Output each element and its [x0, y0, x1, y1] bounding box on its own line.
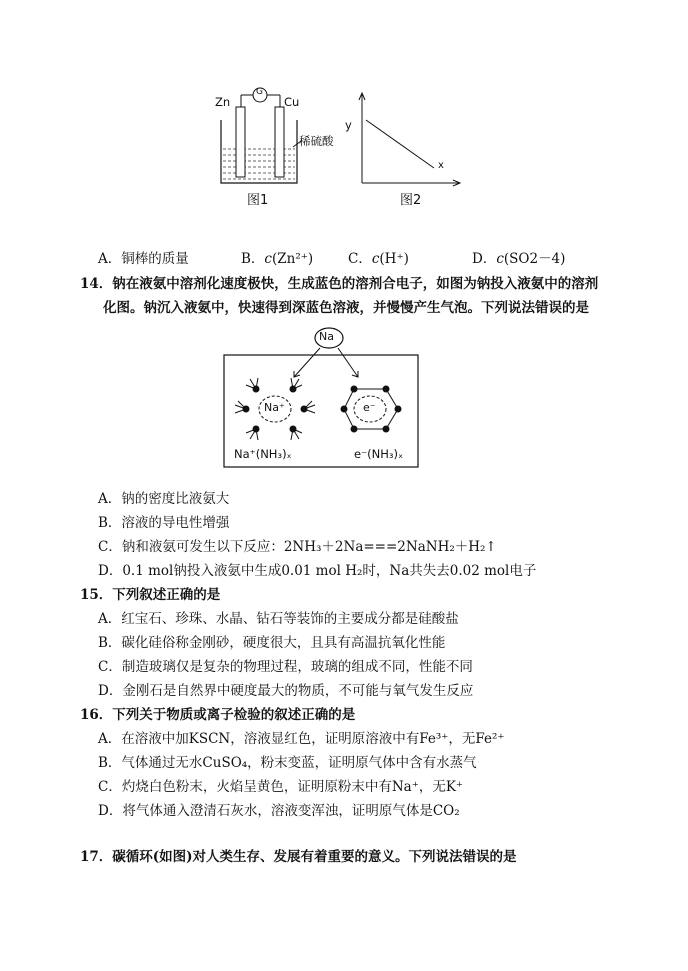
q17-stem: 17．碳循环(如图)对人类生存、发展有着重要的意义。下列说法错误的是	[80, 849, 517, 865]
q14-option-b: B．溶液的导电性增强	[98, 515, 230, 531]
q15-stem: 15．下列叙述正确的是	[80, 587, 221, 603]
q13-option-d-prefix: D．	[472, 251, 497, 267]
q14-option-c: C．钠和液氨可发生以下反应：2NH₃＋2Na===2NaNH₂＋H₂↑	[98, 539, 497, 555]
q13-option-b	[241, 250, 313, 268]
q16-stem: 16．下列关于物质或离子检验的叙述正确的是	[80, 707, 356, 723]
q13-option-a-text: A．铜棒的质量	[98, 251, 189, 267]
figure-1-caption: 图1	[247, 193, 269, 208]
y-axis-label: y	[345, 118, 352, 132]
q14-stem-line-2: 化图。钠沉入液氨中，快速得到深蓝色溶液，并慢慢产生气泡。下列说法错误的是	[103, 300, 589, 316]
figure-1-cell	[205, 85, 345, 210]
q15-option-a: A．红宝石、珍珠、水晶、钻石等装饰的主要成分都是硅酸盐	[98, 611, 459, 627]
solution-label: 稀硫酸	[299, 134, 334, 148]
q13-option-c-c: c	[371, 251, 380, 267]
q13-option-a	[98, 250, 189, 268]
cu-label: Cu	[284, 95, 300, 109]
q13-option-d	[472, 250, 565, 268]
q13-option-b-c: c	[264, 251, 272, 267]
x-axis-label: x	[438, 160, 444, 171]
q16-option-a: A．在溶液中加KSCN，溶液显红色，证明原溶液中有Fe³⁺，无Fe²⁺	[98, 731, 505, 747]
q16-option-b: B．气体通过无水CuSO₄，粉末变蓝，证明原气体中含有水蒸气	[98, 755, 477, 771]
q13-option-d-rest: (SO2－4)	[503, 251, 566, 267]
na-atom-label: Na	[319, 330, 334, 343]
q16-option-c: C．灼烧白色粉末，火焰呈黄色，证明原粉末中有Na⁺，无K⁺	[98, 779, 464, 795]
q14-stem-line-1: 14．钠在液氨中溶剂化速度极快，生成蓝色的溶剂合电子，如图为钠投入液氨中的溶剂	[80, 276, 599, 292]
q14-option-a: A．钠的密度比液氨大	[98, 491, 230, 507]
na-ammonia-caption: Na⁺(NH₃)ₓ	[234, 447, 292, 461]
q14-solvation-figure	[222, 325, 422, 470]
q13-option-b-prefix: B．	[241, 251, 265, 267]
figure-2-graph	[340, 88, 470, 208]
na-ion-label: Na⁺	[264, 401, 285, 414]
figure-2-caption: 图2	[400, 193, 422, 208]
q13-option-d-c: c	[496, 251, 504, 267]
electron-ammonia-caption: e⁻(NH₃)ₓ	[354, 447, 404, 461]
q16-option-d: D．将气体通入澄清石灰水，溶液变浑浊，证明原气体是CO₂	[98, 803, 460, 819]
electron-label: e⁻	[363, 401, 376, 414]
q13-option-c-rest: (H⁺)	[379, 251, 409, 267]
q15-option-d: D．金刚石是自然界中硬度最大的物质，不可能与氧气发生反应	[98, 683, 474, 699]
q13-option-c	[348, 250, 409, 268]
zn-label: Zn	[215, 95, 231, 109]
q14-option-d: D．0.1 mol钠投入液氨中生成0.01 mol H₂时，Na共失去0.02 mol电子	[98, 563, 537, 579]
galvanometer-label: G	[256, 87, 263, 97]
q15-option-c: C．制造玻璃仅是复杂的物理过程，玻璃的组成不同，性能不同	[98, 659, 473, 675]
q13-option-b-rest: (Zn²⁺)	[271, 251, 314, 267]
q13-option-c-prefix: C．	[348, 251, 372, 267]
q15-option-b: B．碳化硅俗称金刚砂，硬度很大，且具有高温抗氧化性能	[98, 635, 446, 651]
